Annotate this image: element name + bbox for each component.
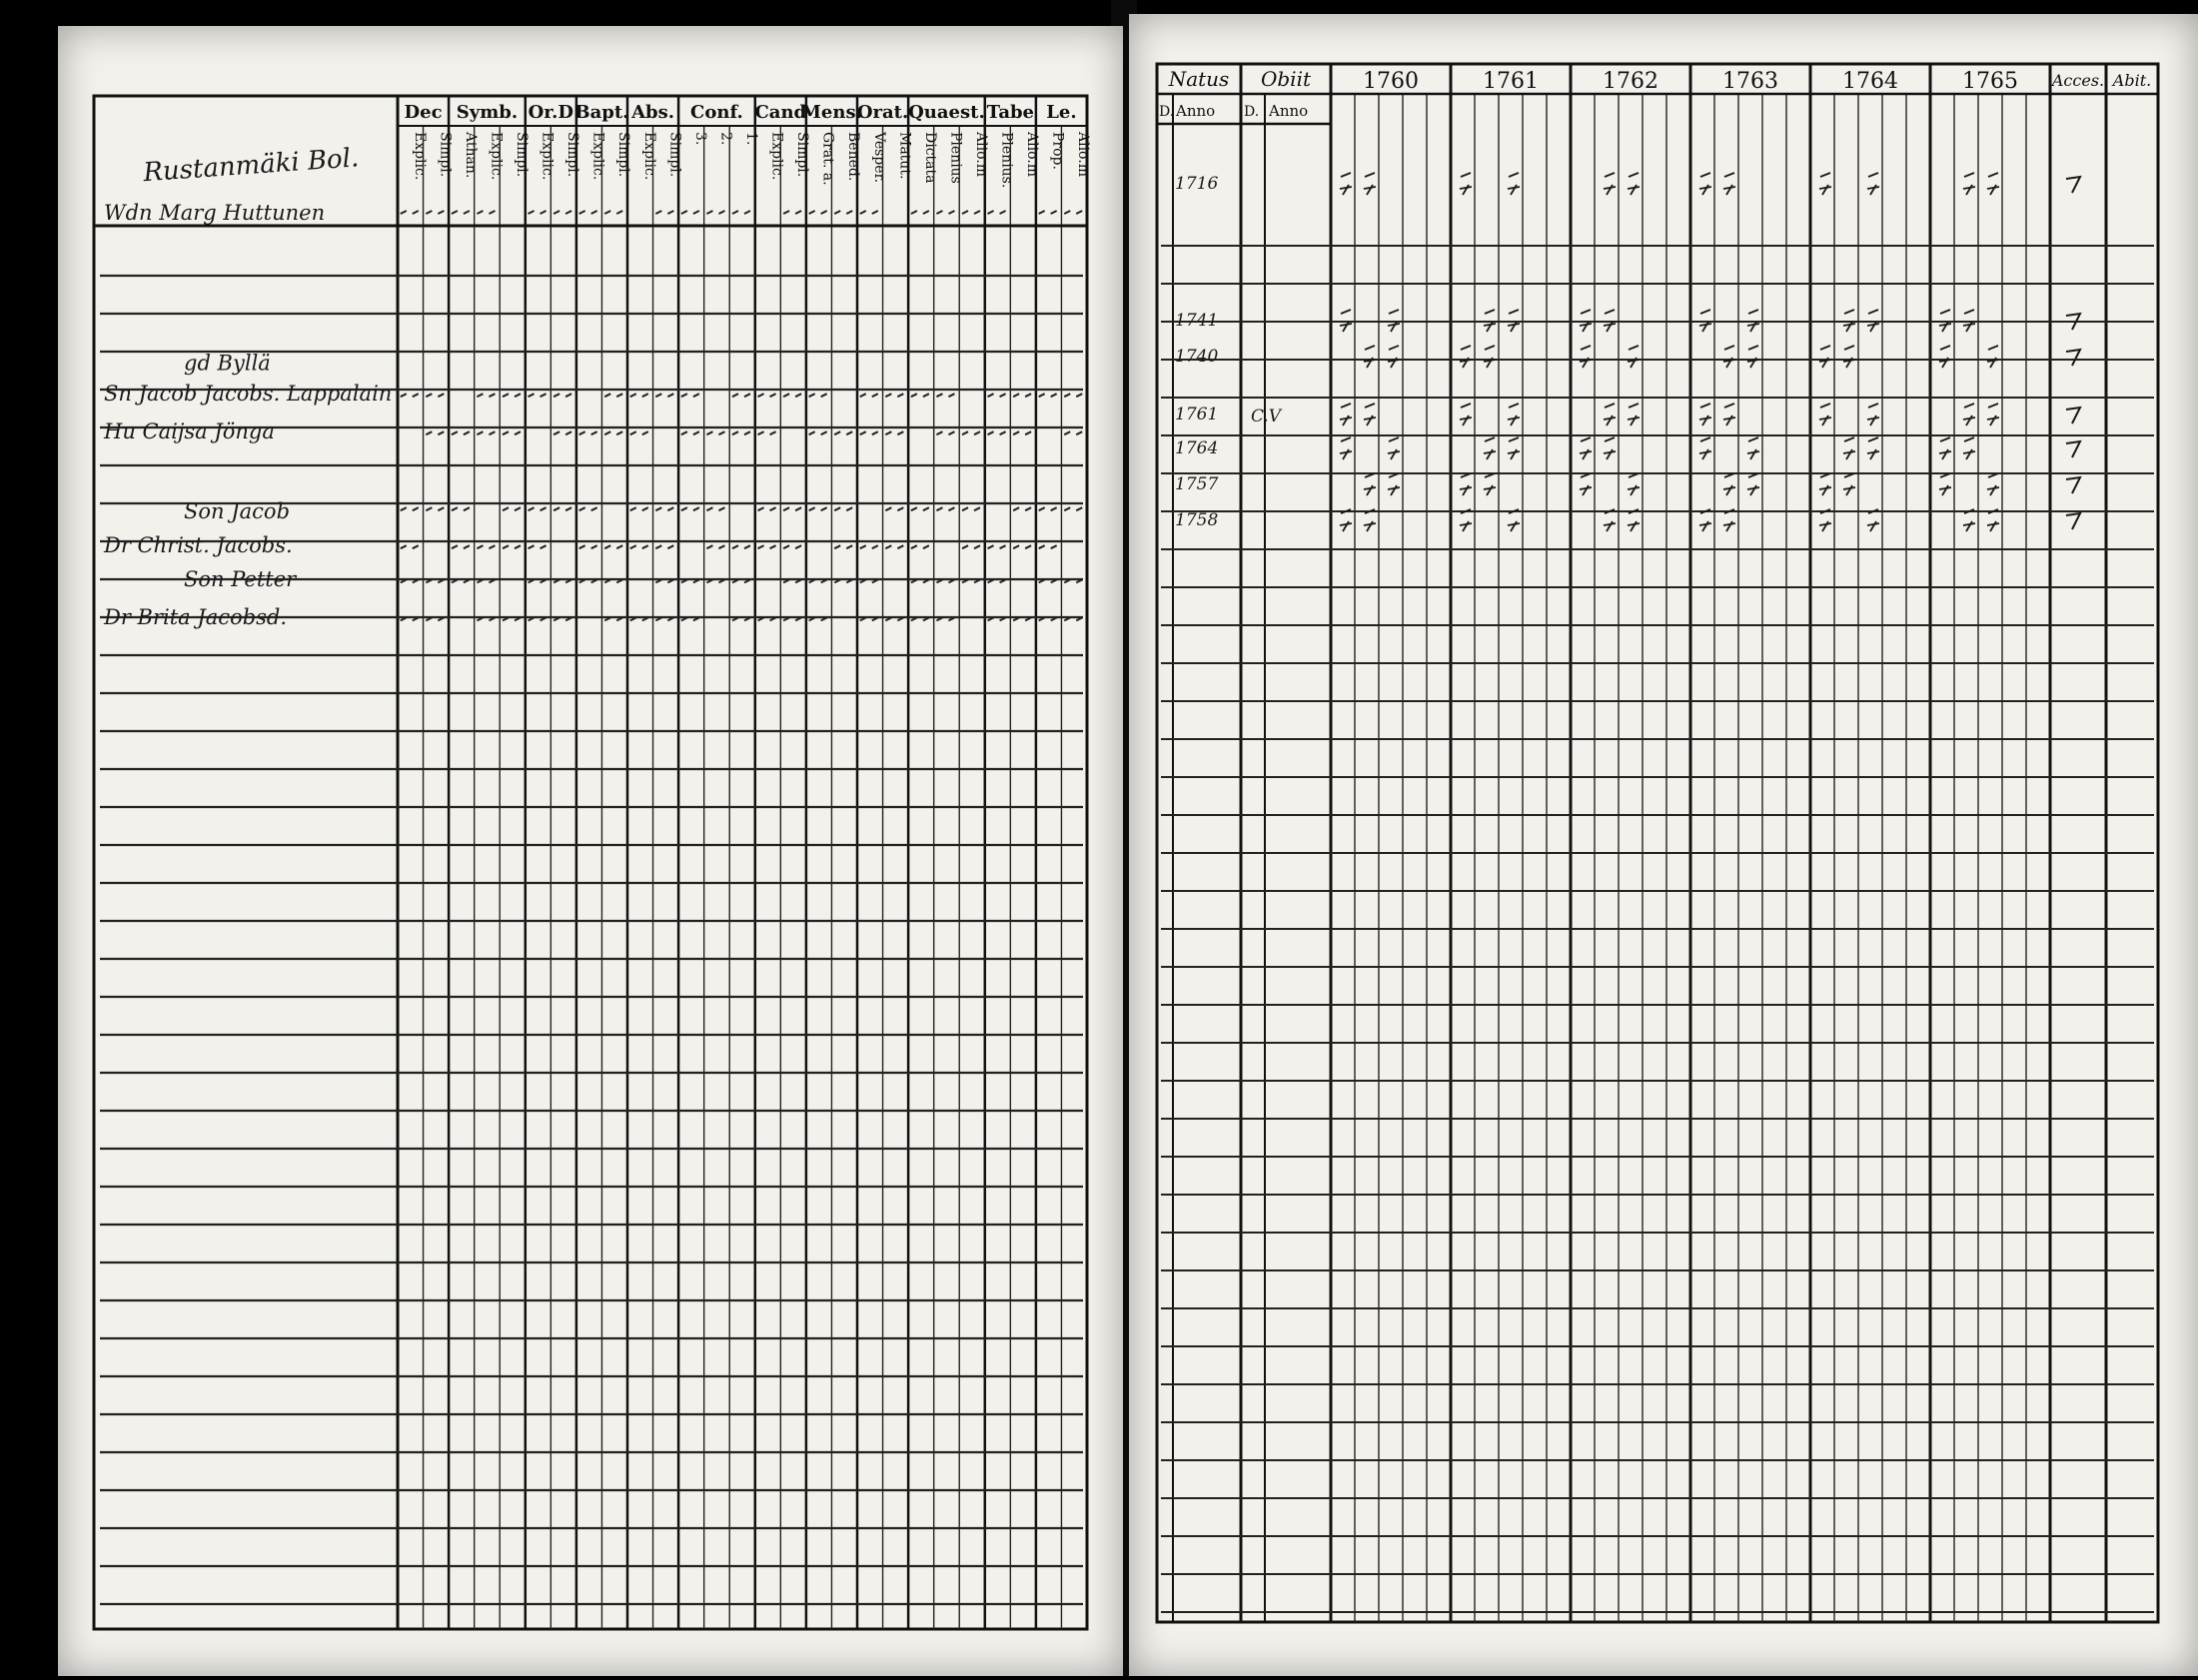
tick-mark bbox=[1064, 394, 1082, 397]
tally-mark bbox=[1580, 346, 1592, 368]
column-group-header: Dec bbox=[404, 102, 443, 123]
tick-mark bbox=[988, 211, 1006, 214]
tick-mark bbox=[579, 431, 597, 434]
tick-mark bbox=[630, 545, 648, 548]
sub-column-label: Grat. a. bbox=[819, 132, 836, 186]
tally-mark bbox=[1963, 437, 1975, 459]
tick-mark bbox=[834, 545, 852, 548]
tally-mark bbox=[1747, 346, 1759, 368]
tick-mark bbox=[911, 507, 929, 510]
tick-mark bbox=[452, 545, 470, 548]
table-frame bbox=[1157, 64, 2158, 1622]
tick-mark bbox=[1064, 431, 1082, 434]
tick-mark bbox=[655, 507, 673, 510]
tally-mark bbox=[1699, 173, 1711, 195]
tick-mark bbox=[604, 394, 622, 397]
birth-year: 1757 bbox=[1175, 474, 1219, 494]
right-page bbox=[1129, 14, 2198, 1676]
tally-mark bbox=[1484, 473, 1496, 495]
tick-mark bbox=[809, 507, 827, 510]
tally-mark bbox=[1460, 346, 1472, 368]
tick-mark bbox=[477, 394, 495, 397]
tick-mark bbox=[911, 394, 929, 397]
tick-mark bbox=[809, 394, 827, 397]
tick-mark bbox=[503, 545, 521, 548]
tally-mark bbox=[1628, 346, 1640, 368]
tick-mark bbox=[1039, 545, 1057, 548]
tally-mark bbox=[1843, 473, 1855, 495]
tick-mark bbox=[962, 545, 980, 548]
tick-mark bbox=[1013, 431, 1031, 434]
obiit-year-label: Anno bbox=[1269, 102, 1309, 120]
birth-year: 1758 bbox=[1175, 510, 1219, 530]
tally-mark bbox=[1460, 473, 1472, 495]
sub-column-label: Simpl. bbox=[794, 132, 811, 178]
tick-mark bbox=[936, 507, 954, 510]
birth-year: 1764 bbox=[1175, 438, 1219, 458]
tick-mark bbox=[630, 394, 648, 397]
tick-mark bbox=[401, 211, 419, 214]
natus-header: Natus bbox=[1168, 67, 1230, 91]
tick-mark bbox=[655, 545, 673, 548]
tally-mark bbox=[1723, 173, 1735, 195]
tick-mark bbox=[1064, 507, 1082, 510]
tick-mark bbox=[681, 431, 699, 434]
accessit-mark bbox=[2066, 350, 2080, 366]
tally-mark bbox=[1460, 509, 1472, 531]
abiit-header: Abit. bbox=[2112, 71, 2152, 90]
tally-mark bbox=[1580, 437, 1592, 459]
tally-mark bbox=[1867, 437, 1879, 459]
tally-mark bbox=[1963, 509, 1975, 531]
tally-mark bbox=[1508, 173, 1520, 195]
tick-mark bbox=[477, 211, 495, 214]
tick-mark bbox=[579, 507, 597, 510]
entry-name: Dr Brita Jacobsd. bbox=[104, 605, 288, 630]
tick-mark bbox=[630, 431, 648, 434]
tick-mark bbox=[604, 431, 622, 434]
tick-mark bbox=[1013, 394, 1031, 397]
tally-mark bbox=[1987, 173, 1999, 195]
tick-mark bbox=[553, 394, 571, 397]
sub-column-label: Simpl. bbox=[564, 132, 581, 178]
tally-mark bbox=[1604, 404, 1616, 425]
tick-mark bbox=[452, 211, 470, 214]
tally-mark bbox=[1340, 173, 1352, 195]
sub-column-label: Simpl. bbox=[514, 132, 530, 178]
tick-mark bbox=[553, 431, 571, 434]
column-group-header: Quaest. bbox=[908, 102, 985, 123]
tally-mark bbox=[1963, 404, 1975, 425]
column-group-header: Orat. bbox=[856, 102, 909, 123]
tick-mark bbox=[1039, 211, 1057, 214]
tally-mark bbox=[1604, 173, 1616, 195]
table-frame bbox=[94, 96, 1087, 1629]
tick-mark bbox=[885, 545, 903, 548]
tick-mark bbox=[885, 431, 903, 434]
birth-year: 1741 bbox=[1175, 311, 1219, 331]
tick-mark bbox=[681, 394, 699, 397]
tally-mark bbox=[1388, 437, 1400, 459]
left-page bbox=[58, 26, 1123, 1676]
sub-column-label: Athan. bbox=[462, 132, 479, 179]
sub-column-label: Simpl. bbox=[666, 132, 683, 178]
sub-column-label: Prop. bbox=[1049, 132, 1066, 170]
year-header: 1762 bbox=[1603, 69, 1658, 94]
sub-column-label: Explic. bbox=[589, 132, 606, 181]
tally-mark bbox=[1819, 346, 1831, 368]
tick-mark bbox=[706, 545, 724, 548]
tally-mark bbox=[1819, 173, 1831, 195]
tally-mark bbox=[1987, 473, 1999, 495]
tick-mark bbox=[758, 431, 776, 434]
tick-mark bbox=[936, 211, 954, 214]
tally-mark bbox=[1939, 437, 1951, 459]
obiit-day-label: D. bbox=[1244, 104, 1260, 120]
entry-name: gd Byllä bbox=[184, 351, 271, 376]
tick-mark bbox=[553, 507, 571, 510]
tick-mark bbox=[681, 507, 699, 510]
column-group-header: Abs. bbox=[631, 102, 675, 123]
tally-mark bbox=[1867, 404, 1879, 425]
tally-mark bbox=[1819, 473, 1831, 495]
tally-mark bbox=[1987, 346, 1999, 368]
tally-mark bbox=[1364, 509, 1376, 531]
tally-mark bbox=[1723, 509, 1735, 531]
accessit-mark bbox=[2066, 177, 2080, 193]
tick-mark bbox=[962, 431, 980, 434]
tally-mark bbox=[1723, 473, 1735, 495]
birth-year: 1761 bbox=[1175, 405, 1219, 424]
tick-mark bbox=[401, 507, 419, 510]
tick-mark bbox=[834, 211, 852, 214]
tick-mark bbox=[758, 394, 776, 397]
sub-column-label: Plenius bbox=[947, 132, 964, 184]
tick-mark bbox=[579, 211, 597, 214]
tally-mark bbox=[1364, 346, 1376, 368]
entry-name: Wdn Marg Huttunen bbox=[104, 201, 326, 225]
tally-mark bbox=[1364, 173, 1376, 195]
sub-column-label: Bened. bbox=[845, 132, 862, 182]
sub-column-label: 2. bbox=[717, 132, 734, 146]
column-group-header: Bapt. bbox=[574, 102, 629, 123]
tick-mark bbox=[809, 431, 827, 434]
birth-year: 1740 bbox=[1175, 347, 1219, 367]
year-header: 1760 bbox=[1363, 69, 1419, 94]
year-header: 1761 bbox=[1483, 69, 1539, 94]
tick-mark bbox=[783, 507, 801, 510]
tally-mark bbox=[1867, 173, 1879, 195]
tally-mark bbox=[1723, 346, 1735, 368]
tick-mark bbox=[681, 211, 699, 214]
tick-mark bbox=[860, 545, 878, 548]
year-header: 1763 bbox=[1722, 69, 1778, 94]
tally-mark bbox=[1699, 509, 1711, 531]
tick-mark bbox=[732, 211, 750, 214]
accessit-mark bbox=[2066, 441, 2080, 457]
tick-mark bbox=[401, 394, 419, 397]
entry-name: Sn Jacob Jacobs. Lappalain bbox=[104, 382, 393, 406]
tick-mark bbox=[452, 507, 470, 510]
tick-mark bbox=[860, 211, 878, 214]
accessit-mark bbox=[2066, 408, 2080, 423]
tick-mark bbox=[988, 545, 1006, 548]
register-title: Rustanmäki Bol. bbox=[142, 143, 361, 189]
sub-column-label: Vesper. bbox=[870, 132, 887, 184]
sub-column-label: Plenius. bbox=[998, 132, 1015, 189]
tick-mark bbox=[706, 211, 724, 214]
column-group-header: Conf. bbox=[690, 102, 743, 123]
tick-mark bbox=[936, 431, 954, 434]
sub-column-label: Explic. bbox=[640, 132, 657, 181]
tick-mark bbox=[604, 545, 622, 548]
sub-column-label: Explic. bbox=[488, 132, 505, 181]
tally-mark bbox=[1723, 404, 1735, 425]
tick-mark bbox=[529, 211, 547, 214]
tally-mark bbox=[1843, 346, 1855, 368]
tick-mark bbox=[1013, 507, 1031, 510]
tick-mark bbox=[401, 545, 419, 548]
tick-mark bbox=[988, 394, 1006, 397]
tick-mark bbox=[732, 431, 750, 434]
tick-mark bbox=[988, 431, 1006, 434]
tally-mark bbox=[1364, 404, 1376, 425]
tally-mark bbox=[1484, 437, 1496, 459]
tick-mark bbox=[503, 507, 521, 510]
tally-mark bbox=[1364, 473, 1376, 495]
tally-mark bbox=[1460, 404, 1472, 425]
sub-column-label: Explic. bbox=[768, 132, 785, 181]
tally-mark bbox=[1460, 173, 1472, 195]
tick-mark bbox=[885, 394, 903, 397]
sub-column-label: Simpl. bbox=[615, 132, 632, 178]
tally-mark bbox=[1580, 473, 1592, 495]
tick-mark bbox=[630, 507, 648, 510]
tally-mark bbox=[1699, 404, 1711, 425]
sub-column-label: Simpl. bbox=[437, 132, 454, 178]
year-header: 1765 bbox=[1962, 69, 2018, 94]
tally-mark bbox=[1939, 346, 1951, 368]
tally-mark bbox=[1628, 473, 1640, 495]
tick-mark bbox=[426, 507, 444, 510]
tally-mark bbox=[1628, 404, 1640, 425]
tally-mark bbox=[1747, 437, 1759, 459]
tally-mark bbox=[1699, 437, 1711, 459]
column-group-header: Symb. bbox=[456, 102, 519, 123]
right-register-table bbox=[1129, 14, 2198, 1676]
left-register-table bbox=[58, 26, 1123, 1676]
column-group-header: Cand bbox=[754, 102, 807, 123]
tally-mark bbox=[1508, 404, 1520, 425]
tick-mark bbox=[1039, 394, 1057, 397]
tick-mark bbox=[529, 507, 547, 510]
tick-mark bbox=[911, 211, 929, 214]
tally-mark bbox=[1747, 473, 1759, 495]
tally-mark bbox=[1963, 173, 1975, 195]
tally-mark bbox=[1628, 173, 1640, 195]
tick-mark bbox=[962, 211, 980, 214]
tick-mark bbox=[936, 394, 954, 397]
sub-column-label: Explic. bbox=[539, 132, 555, 181]
tick-mark bbox=[553, 211, 571, 214]
entry-name: Dr Christ. Jacobs. bbox=[104, 533, 293, 557]
tick-mark bbox=[503, 431, 521, 434]
tick-mark bbox=[732, 545, 750, 548]
entry-name: Hu Caijsa Jönga bbox=[104, 420, 275, 443]
obiit-header: Obiit bbox=[1260, 67, 1312, 91]
tick-mark bbox=[860, 394, 878, 397]
tally-mark bbox=[1388, 346, 1400, 368]
tick-mark bbox=[885, 507, 903, 510]
tick-mark bbox=[503, 394, 521, 397]
column-group-header: Mens. bbox=[801, 102, 862, 123]
tick-mark bbox=[655, 394, 673, 397]
tick-mark bbox=[426, 431, 444, 434]
sub-column-label: Alio.m bbox=[1075, 132, 1092, 177]
tally-mark bbox=[1508, 437, 1520, 459]
tick-mark bbox=[452, 431, 470, 434]
tick-mark bbox=[1013, 545, 1031, 548]
entry-name: Son Petter bbox=[184, 567, 297, 592]
year-header: 1764 bbox=[1842, 69, 1898, 94]
tick-mark bbox=[834, 431, 852, 434]
tally-mark bbox=[1819, 404, 1831, 425]
tally-mark bbox=[1628, 509, 1640, 531]
tally-mark bbox=[1340, 437, 1352, 459]
tally-mark bbox=[1484, 346, 1496, 368]
sub-column-label: 3. bbox=[691, 132, 708, 146]
sub-column-label: Explic. bbox=[411, 132, 428, 181]
tick-mark bbox=[732, 394, 750, 397]
tick-mark bbox=[1064, 211, 1082, 214]
accessit-mark bbox=[2066, 477, 2080, 493]
tick-mark bbox=[911, 545, 929, 548]
tick-mark bbox=[783, 394, 801, 397]
tick-mark bbox=[477, 545, 495, 548]
tick-mark bbox=[758, 545, 776, 548]
tick-mark bbox=[706, 507, 724, 510]
entry-name: Son Jacob bbox=[184, 498, 291, 523]
natus-day-label: D. bbox=[1159, 104, 1175, 120]
tally-mark bbox=[1987, 404, 1999, 425]
tick-mark bbox=[529, 394, 547, 397]
tally-mark bbox=[1939, 473, 1951, 495]
tally-mark bbox=[1604, 437, 1616, 459]
sub-column-label: Dictata bbox=[921, 132, 938, 184]
tick-mark bbox=[962, 507, 980, 510]
column-group-header: Le. bbox=[1046, 102, 1077, 123]
tally-mark bbox=[1987, 509, 1999, 531]
tick-mark bbox=[860, 431, 878, 434]
tally-mark bbox=[1604, 509, 1616, 531]
column-group-header: Tabe bbox=[986, 102, 1035, 123]
column-group-header: Or.D bbox=[528, 102, 574, 123]
tick-mark bbox=[706, 431, 724, 434]
sub-column-label: Alio.m bbox=[973, 132, 989, 177]
sub-column-label: Alio.m bbox=[1024, 132, 1041, 177]
tick-mark bbox=[783, 211, 801, 214]
tally-mark bbox=[1843, 437, 1855, 459]
tick-mark bbox=[809, 211, 827, 214]
tick-mark bbox=[834, 507, 852, 510]
tally-mark bbox=[1340, 404, 1352, 425]
tally-mark bbox=[1867, 509, 1879, 531]
tick-mark bbox=[655, 211, 673, 214]
tick-mark bbox=[426, 211, 444, 214]
tick-mark bbox=[477, 431, 495, 434]
tally-mark bbox=[1340, 509, 1352, 531]
tick-mark bbox=[579, 545, 597, 548]
accessit-header: Acces. bbox=[2051, 71, 2105, 90]
obiit-note: C.V bbox=[1251, 407, 1282, 426]
accessit-mark bbox=[2066, 513, 2080, 529]
tally-mark bbox=[1819, 509, 1831, 531]
tick-mark bbox=[529, 545, 547, 548]
tick-mark bbox=[783, 545, 801, 548]
sub-column-label: 1. bbox=[743, 132, 759, 146]
tick-mark bbox=[758, 507, 776, 510]
tally-mark bbox=[1508, 509, 1520, 531]
tick-mark bbox=[426, 394, 444, 397]
sub-column-label: Matut. bbox=[896, 132, 913, 180]
birth-year: 1716 bbox=[1175, 174, 1219, 194]
tally-mark bbox=[1388, 473, 1400, 495]
tick-mark bbox=[604, 211, 622, 214]
tick-mark bbox=[1039, 507, 1057, 510]
natus-year-label: Anno bbox=[1176, 102, 1216, 120]
